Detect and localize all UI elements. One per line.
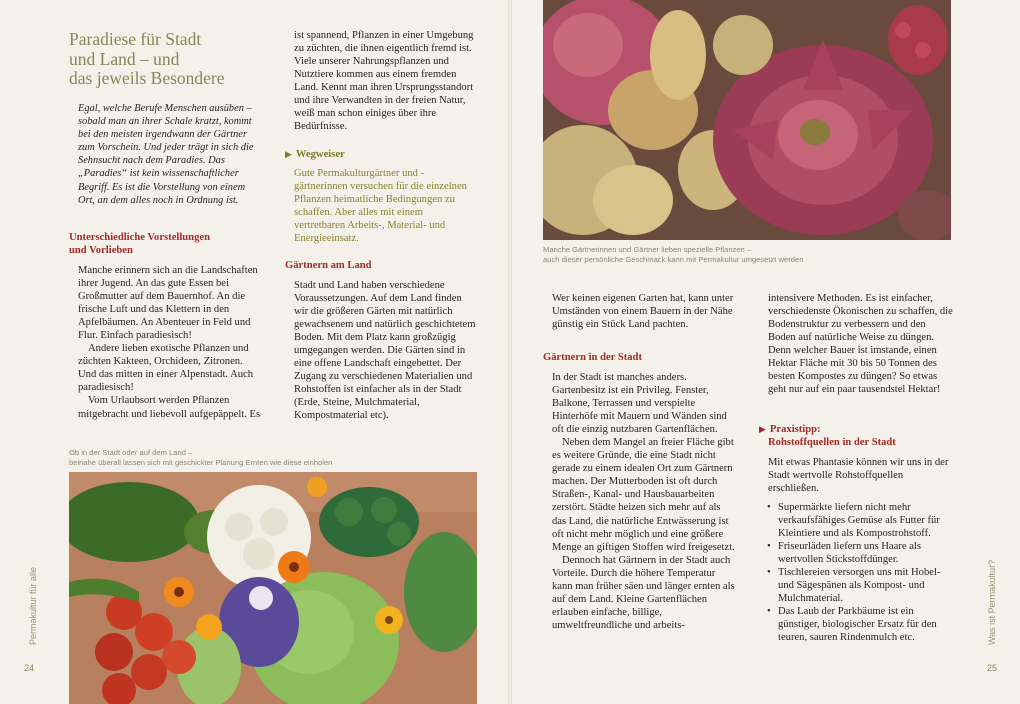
paragraph: Neben dem Mangel an freier Fläche gibt es weitere Gründe, die eine Stadt nicht gerade zu einem idealen Ort zum Gärtnern machen. Der Mutterboden ist oft durch Straßen-, Kanal- und Hausbauarbeiten zerstört. Städte heizen sich mehr auf als das Land, die natürliche Entwässerung ist oft nicht mehr möglich und eine größere Menge an giftigen Stoffen wird freigesetzt.	[552, 437, 735, 553]
list-item: • Tischlereien versorgen uns mit Hobel- und Sägespänen als Kompost- und Mulchmaterial.	[778, 566, 953, 605]
title-line: das jeweils Besondere	[69, 68, 225, 88]
paragraph: ist spannend, Pflanzen in einer Umgebung zu züchten, die ihnen eigentlich fremd ist. Viele unserer Nahrungspflanzen und Nutztiere kommen aus einem fremden Land. Kennt man ihren Ursprungsstandort und ihre Verwandten in der freien Natur, weiß man schon einiges über ihre Bedürfnisse.	[294, 30, 474, 133]
title-line: und Land – und	[69, 48, 180, 69]
title-line: Paradiese für Stadt	[69, 29, 202, 49]
paragraph: In der Stadt ist manches anders. Gartenbesitz ist ein Privileg. Fenster, Balkone, Terrassen und verspielte Hinterhöfe mit Mauern und Wänden sind oft die einzig nutzbaren Gartenflächen.	[552, 372, 727, 436]
tip-list	[766, 501, 953, 645]
side-label: Permakultur für alle	[28, 566, 38, 645]
paragraph: Manche erinnern sich an die Landschaften ihrer Jugend. An das gute Essen bei Großmutter auf dem Bauernhof. An die frische Luft und das Klettern in den Apfelbäumen. An Abenteuer in Feld und Flur. Einfach paradiesisch!	[78, 265, 258, 342]
stadt-body	[552, 371, 735, 632]
section-heading: Unterschiedliche Vorstellungen und Vorlieben	[69, 232, 210, 256]
chevron-right-icon: ▶	[759, 424, 766, 434]
paragraph: Andere lieben exotische Pflanzen und züchten Kakteen, Orchideen, Zitronen. Und das mitten in einer Alpenstadt. Auch paradiesisch!	[78, 343, 254, 394]
land-text: Stadt und Land haben verschiedene Voraussetzungen. Auf dem Land finden wir die größeren Gärten mit natürlich gewachsenem und natürlich geschichtetem Boden. Mit dem Platz kann großzügig umgegangen werden. Die Gärten sind in eine offene Landschaft eingebettet. Der Zugang zu verschiedenen Materialien und Rohstoffen ist einfacher als in der Stadt (Erde, Steine, Mulchmaterial, Kompostmaterial etc).	[294, 280, 476, 422]
paragraph: Vom Urlaubsort werden Pflanzen mitgebracht und liebevoll aufgepäppelt. Es	[78, 395, 261, 420]
photo-caption: Manche Gärtnerinnen und Gärtner lieben spezielle Pflanzen – auch dieser persönliche Geschmack kann mit Permakultur umgesetzt werden	[543, 245, 804, 264]
stadt-heading: Gärtnern in der Stadt	[543, 352, 642, 363]
land-heading: Gärtnern am Land	[285, 260, 372, 271]
side-label: Was ist Permakultur?	[987, 559, 997, 645]
page-title	[69, 30, 269, 89]
list-item: • Friseurläden liefern uns Haare als wertvollen Stickstoffdünger.	[778, 540, 953, 566]
paragraph: Wer keinen eigenen Garten hat, kann unter Umständen von einem Bauern in der Nähe günstig ein Stück Land pachten.	[552, 293, 734, 331]
list-item: • Das Laub der Parkbäume ist ein günstiger, biologischer Ersatz für den teuren, sauren Rindenmulch etc.	[778, 605, 953, 644]
page-number: 25	[987, 663, 998, 673]
photo-caption: Ob in der Stadt oder auf dem Land – beinahe überall lassen sich mit geschickter Planung Ernten wie diese einholen	[69, 448, 333, 467]
succulent-photo	[543, 0, 951, 240]
tip-heading: ▶ Praxistipp: Rohstoffquellen in der Stadt	[759, 424, 896, 448]
wegweiser-text: Gute Permakulturgärtner und -gärtnerinnen versuchen für die einzelnen Pflanzen heimatliche Bedingungen zu schaffen. Aber alles mit einem vertretbaren Arbeits-, Material- und Energieeinsatz.	[294, 168, 467, 245]
paragraph: Dennoch hat Gärtnern in der Stadt auch Vorteile. Durch die höhere Temperatur kann man früher säen und länger ernten als auf dem Land. Kleine Gartenflächen erlauben einfache, billige, umweltfreundliche und arbeits-	[552, 554, 735, 631]
chevron-right-icon: ▶	[285, 149, 292, 159]
vegetable-photo	[69, 472, 477, 704]
book-gutter	[508, 0, 512, 704]
intro-text: Egal, welche Berufe Menschen ausüben – sobald man an ihrer Schale kratzt, kommt bei den meisten irgendwann der Gärtner zum Vorschein. Und jeder trägt in sich die Sehnsucht nach dem Paradies. Das „Paradies“ ist kein wissenschaftlicher Begriff. Es ist die Vorstellung von einem Ort, an dem alles noch in Ordnung ist.	[78, 103, 254, 206]
section-body	[78, 264, 261, 421]
wegweiser-heading: ▶ Wegweiser	[285, 149, 345, 160]
tip-intro: Mit etwas Phantasie können wir uns in der Stadt wertvolle Rohstoffquellen erschließen.	[768, 457, 949, 495]
paragraph: intensivere Methoden. Es ist einfacher, verschiedenste Ökonischen zu schaffen, die Bodenstruktur zu verbessern und den Boden auf natürliche Weise zu düngen. Denn welcher Bauer ist imstande, einen Hektar Fläche mit 30 bis 50 Tonnen des besten Kompostes zu düngen? So etwas geht nur auf ein paar tausendstel Hektar!	[768, 293, 953, 396]
list-item: • Supermärkte liefern nicht mehr verkaufsfähiges Gemüse als Futter für Kleintiere und als Kompostrohstoff.	[778, 501, 953, 540]
column-two-text	[294, 29, 476, 133]
page-number: 24	[24, 663, 35, 673]
